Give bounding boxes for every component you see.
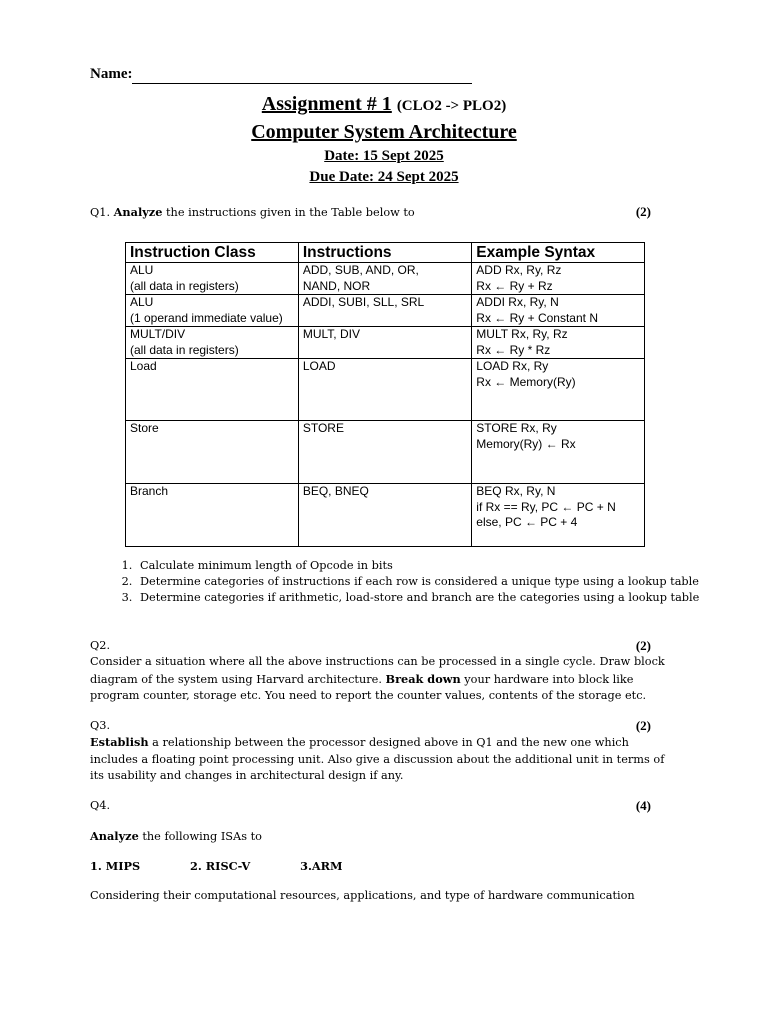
q2-body xyxy=(90,654,675,705)
cell-line: (all data in registers) xyxy=(130,342,239,357)
table-row xyxy=(126,421,645,484)
cell-line: BEQ, BNEQ xyxy=(302,484,369,498)
example-syntax-cell xyxy=(472,484,645,547)
q2-keyword: Break down xyxy=(385,671,461,686)
cell-line: STORE Rx, Ry xyxy=(476,421,557,435)
q3-marks: (2) xyxy=(635,718,651,733)
example-syntax-cell xyxy=(472,421,645,484)
course-title: Computer System Architecture xyxy=(251,121,517,143)
cell-line: ADD Rx, Ry, Rz xyxy=(476,263,562,277)
table-row xyxy=(126,359,645,421)
assignment-title xyxy=(0,93,768,116)
q1-label: Q1. xyxy=(90,206,111,219)
cell-line: Branch xyxy=(130,484,169,498)
q3-keyword: Establish xyxy=(90,735,149,749)
assignment-number: Assignment # 1 xyxy=(261,93,392,115)
example-syntax-cell xyxy=(472,295,645,327)
table-header-cell: Instruction Class xyxy=(126,243,299,263)
cell-line: ADDI, SUBI, SLL, SRL xyxy=(302,295,425,309)
q2-text-before: Consider a situation where all the above instructions can be processed in a single cycle. Draw block diagram of the system using Harvard architecture. xyxy=(90,655,665,686)
instructions-cell xyxy=(298,263,471,295)
isa-item: 3.ARM xyxy=(300,859,343,873)
instruction-class-cell xyxy=(126,359,299,421)
isa-item: 2. RISC-V xyxy=(190,859,251,873)
cell-line: Rx ← Ry + Constant N xyxy=(476,310,598,325)
cell-line: (all data in registers) xyxy=(130,278,239,293)
cell-line: ALU xyxy=(130,263,154,277)
due-date: Due Date: 24 Sept 2025 xyxy=(309,169,459,185)
cell-line: else, PC ← PC + 4 xyxy=(476,515,578,529)
list-item: 1. Calculate minimum length of Opcode in bits xyxy=(136,558,728,574)
table-header-cell: Instructions xyxy=(298,243,471,263)
list-item: 3. Determine categories if arithmetic, load-store and branch are the categories using a lookup table xyxy=(136,590,728,606)
q3-body xyxy=(90,734,675,785)
example-syntax-cell xyxy=(472,263,645,295)
q4-closing: Considering their computational resources, applications, and type of hardware communication xyxy=(90,889,635,902)
q3-label: Q3. xyxy=(90,719,111,732)
cell-line: LOAD xyxy=(302,359,336,373)
instruction-class-cell xyxy=(126,263,299,295)
instructions-cell xyxy=(298,421,471,484)
instruction-class-cell xyxy=(126,327,299,359)
cell-line: ALU xyxy=(130,295,154,309)
cell-line: LOAD Rx, Ry xyxy=(476,359,549,373)
q4-marks: (4) xyxy=(635,798,651,813)
example-syntax-cell xyxy=(472,327,645,359)
instruction-class-cell xyxy=(126,295,299,327)
cell-line: MULT Rx, Ry, Rz xyxy=(476,327,568,341)
list-item: 2. Determine categories of instructions if each row is considered a unique type using a lookup table xyxy=(136,574,728,590)
q2-text-after: your hardware into block like program counter, storage etc. You need to report the counter values, contents of the storage etc. xyxy=(90,672,647,702)
isa-item: 1. MIPS xyxy=(90,859,141,873)
cell-line: (1 operand immediate value) xyxy=(130,310,283,325)
q1-marks: (2) xyxy=(635,204,651,219)
cell-line: BEQ Rx, Ry, N xyxy=(476,484,556,498)
isa-list xyxy=(90,858,675,875)
cell-line: NAND, NOR xyxy=(302,278,371,293)
instruction-class-cell xyxy=(126,421,299,484)
q4-text: the following ISAs to xyxy=(138,830,262,843)
table-row xyxy=(126,327,645,359)
cell-line: Memory(Ry) ← Rx xyxy=(476,436,576,451)
cell-line: Rx ← Ry + Rz xyxy=(476,278,553,293)
q1-prompt xyxy=(90,204,675,222)
cell-line: MULT/DIV xyxy=(130,327,186,341)
table-header-row xyxy=(126,243,645,263)
instructions-cell xyxy=(298,327,471,359)
q1-text: the instructions given in the Table below to xyxy=(162,206,415,219)
table-row xyxy=(126,263,645,295)
cell-line: MULT, DIV xyxy=(302,327,360,341)
cell-line: Store xyxy=(130,421,159,435)
instruction-class-cell xyxy=(126,484,299,547)
cell-line: Rx ← Ry * Rz xyxy=(476,342,551,357)
assignment-mapping: (CLO2 -> PLO2) xyxy=(396,98,507,114)
instruction-table xyxy=(125,242,645,547)
table-header-cell: Example Syntax xyxy=(472,243,645,263)
q1-subquestion-list xyxy=(90,558,728,606)
q4-keyword: Analyze xyxy=(90,829,139,843)
cell-line: Rx ← Memory(Ry) xyxy=(476,374,576,389)
q1-keyword: Analyze xyxy=(113,205,163,219)
assignment-date: Date: 15 Sept 2025 xyxy=(324,148,444,164)
cell-line: ADD, SUB, AND, OR, xyxy=(302,263,419,277)
instructions-cell xyxy=(298,484,471,547)
q4-prompt xyxy=(90,828,675,846)
cell-line: Load xyxy=(130,359,157,373)
cell-line: ADDI Rx, Ry, N xyxy=(476,295,559,309)
q4-label: Q4. xyxy=(90,799,111,812)
q2-label: Q2. xyxy=(90,639,111,652)
instructions-cell xyxy=(298,359,471,421)
instructions-cell xyxy=(298,295,471,327)
cell-line: STORE xyxy=(302,421,344,435)
example-syntax-cell xyxy=(472,359,645,421)
name-label: Name: xyxy=(90,66,133,82)
name-blank-line xyxy=(132,83,472,84)
q2-marks: (2) xyxy=(635,638,651,653)
cell-line: if Rx == Ry, PC ← PC + N xyxy=(476,499,616,514)
table-row xyxy=(126,484,645,547)
table-row xyxy=(126,295,645,327)
q3-text: a relationship between the processor designed above in Q1 and the new one which includes a floating point processing unit. Also give a discussion about the additional unit in terms of its usability and changes in architectural design if any. xyxy=(90,736,665,782)
